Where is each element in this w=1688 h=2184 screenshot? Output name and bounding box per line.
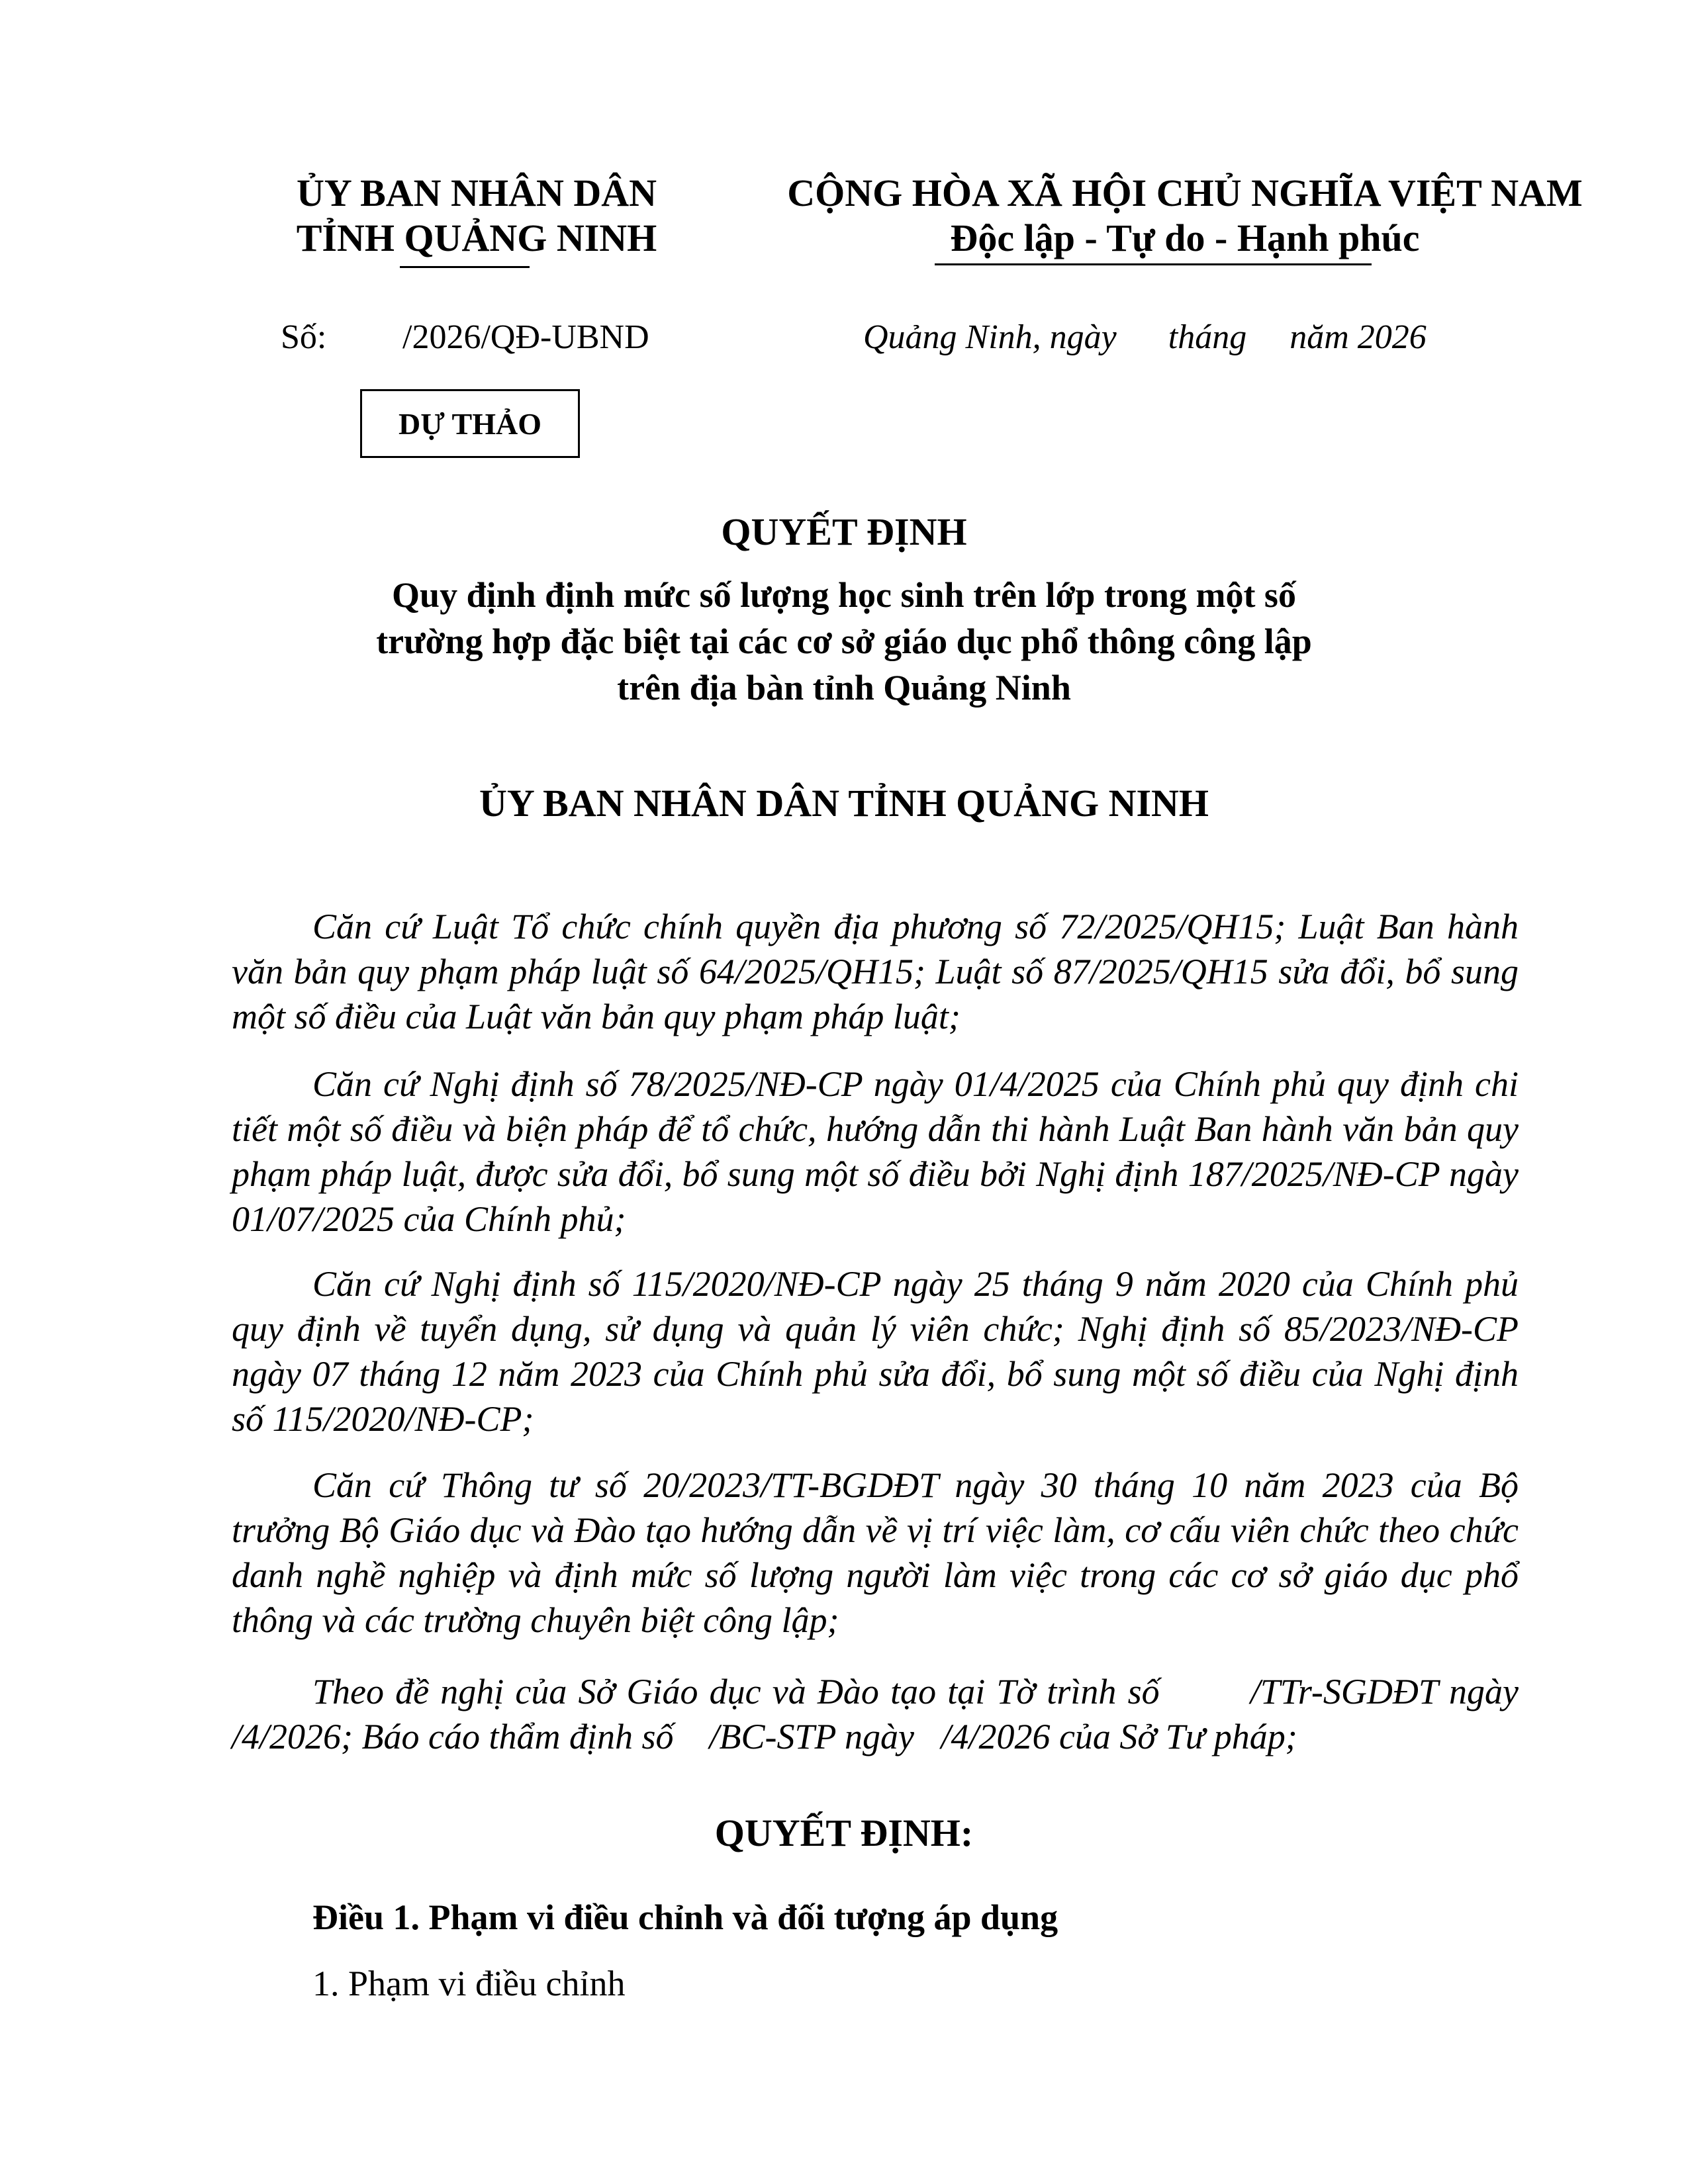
issuer-underline <box>400 266 530 268</box>
doc-number-value: /2026/QĐ-UBND <box>402 318 649 356</box>
national-title: CỘNG HÒA XÃ HỘI CHỦ NGHĨA VIỆT NAM <box>787 171 1583 214</box>
preamble-paragraph-1: Căn cứ Luật Tổ chức chính quyền địa phương số 72/2025/QH15; Luật Ban hành văn bản quy phạm pháp luật số 64/2025/QH15; Luật số 87/2025/QH15 sửa đổi, bổ sung một số điều của Luật văn bản quy phạm pháp luật; <box>232 907 1519 1036</box>
motto-underline <box>935 263 1372 265</box>
issuer-line2: TỈNH QUẢNG NINH <box>296 216 657 259</box>
document-subject-line2: trường hợp đặc biệt tại các cơ sở giáo dục phổ thông công lập <box>376 621 1312 661</box>
national-motto: Độc lập - Tự do - Hạnh phúc <box>950 216 1420 259</box>
doc-number-label: Số: <box>281 318 327 356</box>
issuer-line1: ỦY BAN NHÂN DÂN <box>296 171 657 214</box>
preamble-paragraph-4: Căn cứ Thông tư số 20/2023/TT-BGDĐT ngày 30 tháng 10 năm 2023 của Bộ trưởng Bộ Giáo dục và Đào tạo hướng dẫn về vị trí việc làm, cơ cấu viên chức theo chức danh nghề nghiệp và định mức số lượng người làm việc trong các cơ sở giáo dục phổ thông và các trường chuyên biệt công lập; <box>232 1465 1519 1640</box>
article-1-heading: Điều 1. Phạm vi điều chỉnh và đối tượng áp dụng <box>312 1897 1058 1937</box>
draft-badge: DỰ THẢO <box>360 389 580 458</box>
document-subject-line3: trên địa bàn tỉnh Quảng Ninh <box>617 668 1071 707</box>
place-date: Quảng Ninh, ngày tháng năm 2026 <box>863 318 1427 356</box>
document-type: QUYẾT ĐỊNH <box>721 510 967 553</box>
preamble-paragraph-5: Theo đề nghị của Sở Giáo dục và Đào tạo tại Tờ trình số /TTr-SGDĐT ngày /4/2026; Báo cáo thẩm định số /BC-STP ngày /4/2026 của Sở Tư pháp; <box>232 1672 1546 1756</box>
decision-heading: QUYẾT ĐỊNH: <box>714 1811 974 1854</box>
document-subject-line1: Quy định định mức số lượng học sinh trên lớp trong một số <box>392 575 1296 615</box>
article-1-clause-1: 1. Phạm vi điều chỉnh <box>312 1964 626 2003</box>
preamble-paragraph-3: Căn cứ Nghị định số 115/2020/NĐ-CP ngày 25 tháng 9 năm 2020 của Chính phủ quy định về tuyển dụng, sử dụng và quản lý viên chức; Nghị định số 85/2023/NĐ-CP ngày 07 tháng 12 năm 2023 của Chính phủ sửa đổi, bổ sung một số điều của Nghị định số 115/2020/NĐ-CP; <box>232 1264 1519 1439</box>
preamble-paragraph-2: Căn cứ Nghị định số 78/2025/NĐ-CP ngày 01/4/2025 của Chính phủ quy định chi tiết một số điều và biện pháp để tổ chức, hướng dẫn thi hành Luật Ban hành văn bản quy phạm pháp luật, được sửa đổi, bổ sung một số điều bởi Nghị định 187/2025/NĐ-CP ngày 01/07/2025 của Chính phủ; <box>232 1064 1519 1239</box>
issuing-authority: ỦY BAN NHÂN DÂN TỈNH QUẢNG NINH <box>479 782 1209 825</box>
